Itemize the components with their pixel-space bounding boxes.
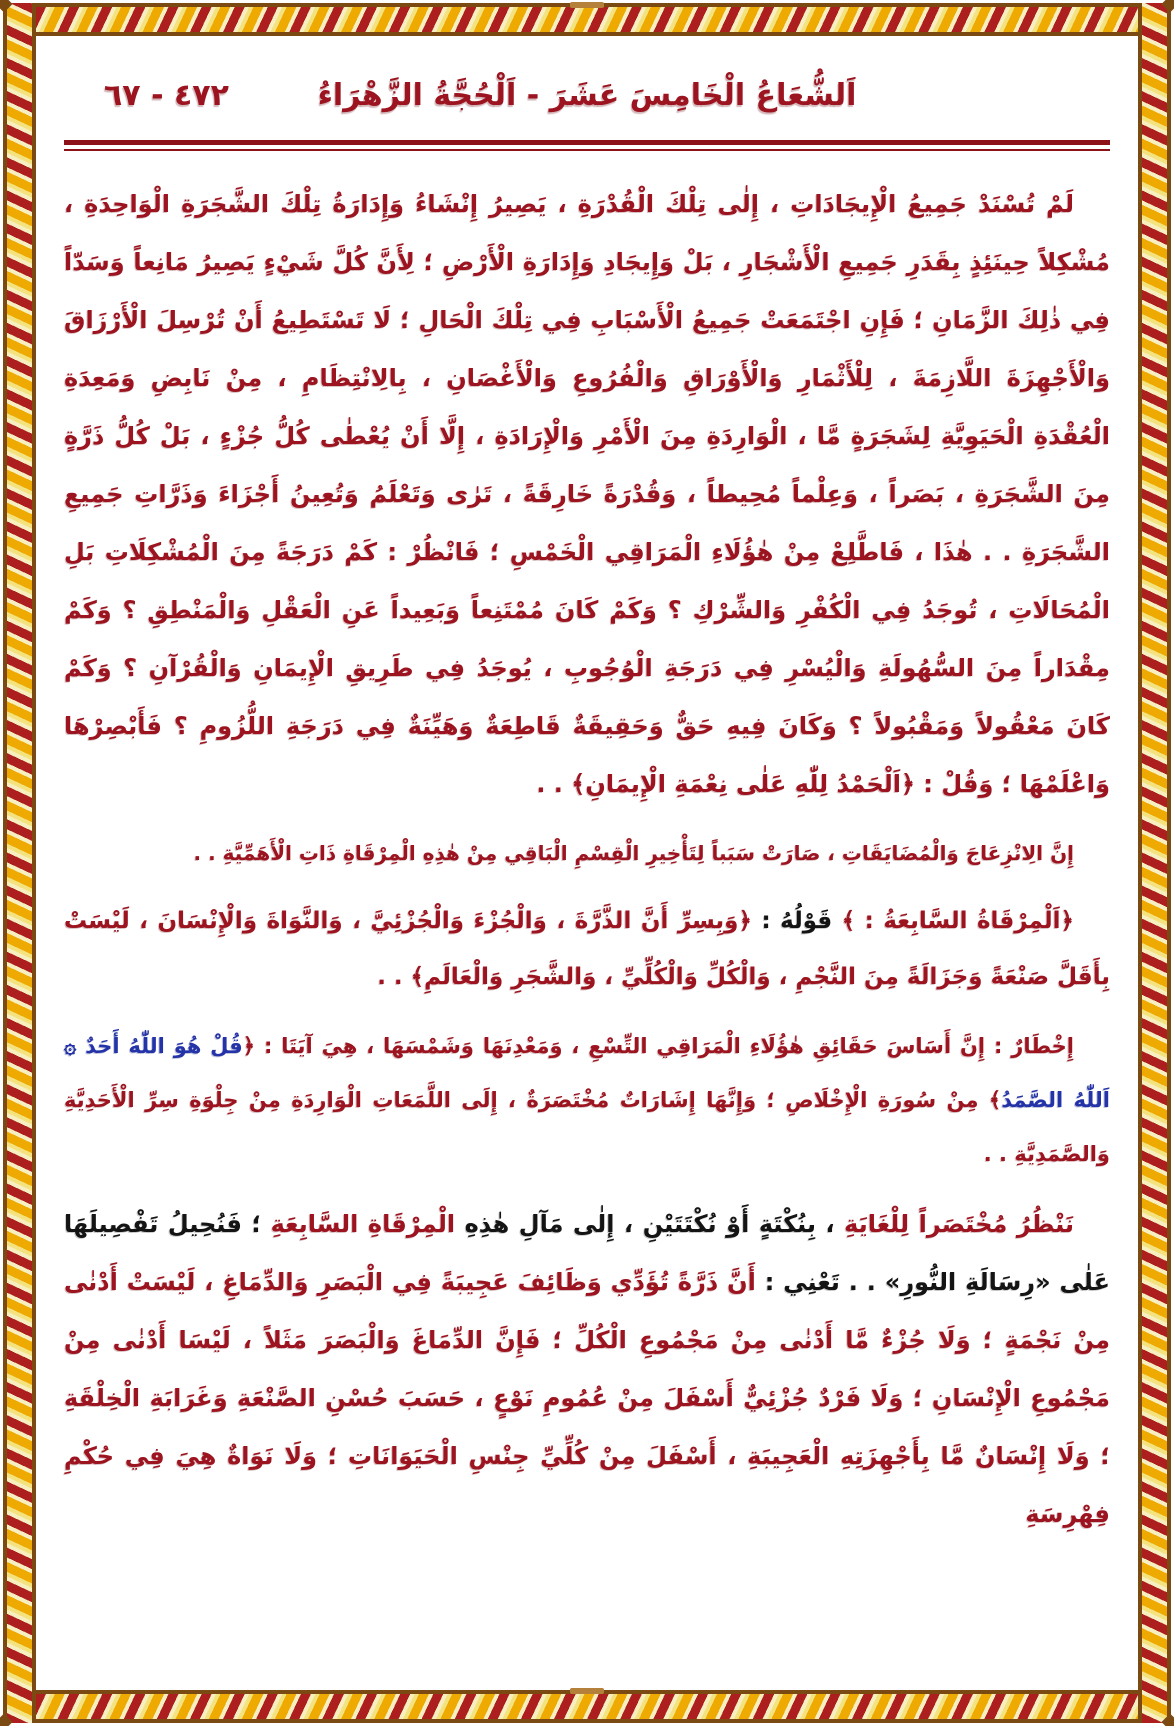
text-segment: نَنْظُرُ مُخْتَصَراً لِلْغَايَةِ [844, 1210, 1074, 1238]
page-numbers: ٤٧٢ - ٦٧ [104, 78, 229, 113]
frame-joint-top-icon [570, 2, 604, 8]
text-segment: ﴾ مِنْ سُورَةِ الْإِخْلَاصِ ؛ وَإِنَّهَا إِشَارَاتٌ مُخْتَصَرَةٌ ، إِلَى اللَّمَعَاتِ الْوَارِدَةِ مِنْ جِلْوَةِ سِرِّ الْأَحَدِيَّةِ وَالصَّمَدِيَّةِ . . [64, 1088, 1110, 1166]
text-segment: ؛ فَنُحِيلُ تَفْصِيلَهَا عَلٰى «رِسَالَةِ النُّورِ» . . تَعْنِي : [64, 1210, 1110, 1296]
text-segment: إِخْطَارٌ : إِنَّ أَسَاسَ حَقَائِقِ هٰؤُلَاءِ الْمَرَاقِي التِّسْعِ ، وَمَعْدِنَهَا وَشَمْسَهَا ، هِيَ آيَتَا : ﴿ [242, 1034, 1074, 1058]
frame-border-bottom [3, 1690, 1171, 1723]
paragraph-3-mirqat-sabia [64, 893, 1110, 1005]
text-segment: ﴿اَلْمِرْقَاةُ السَّابِعَةُ : ﴾ [832, 908, 1074, 934]
quran-verse-segment: قُلْ هُوَ اللّٰهُ أَحَدٌ ۞ اَللّٰهُ الصَّمَدُ [64, 1034, 1110, 1112]
body-text [64, 175, 1110, 1543]
text-segment: الْمِرْقَاةِ السَّابِعَةِ [270, 1210, 456, 1238]
paragraph-2 [64, 827, 1110, 879]
page-title: اَلشُّعَاعُ الْخَامِسَ عَشَرَ - اَلْحُجَّةُ الزَّهْرَاءُ [317, 78, 857, 113]
frame-border-right [1138, 3, 1171, 1723]
text-segment: إِنَّ الِانْزِعَاجَ وَالْمُضَايَقَاتِ ، صَارَتْ سَبَباً لِتَأْخِيرِ الْقِسْمِ الْبَاقِي مِنْ هٰذِهِ الْمِرْقَاةِ ذَاتِ الْأَهَمِّيَّةِ . . [193, 841, 1074, 865]
text-segment: قَوْلُهُ : [751, 908, 833, 934]
text-segment: أَنَّ ذَرَّةً تُؤَدِّي وَظَائِفَ عَجِيبَةً فِي الْبَصَرِ وَالدِّمَاغِ ، لَيْسَتْ أَدْنٰى مِنْ نَجْمَةٍ ؛ وَلَا جُزْءٌ مَّا أَدْنٰى مِنْ مَجْمُوعِ الْكُلِّ ؛ فَإِنَّ الدِّمَاغَ وَالْبَصَرَ مَثَلاً ، لَيْسَا أَدْنٰى مِنْ مَجْمُوعِ الْإِنْسَانِ ؛ وَلَا فَرْدٌ جُزْئِيٌّ أَسْفَلَ مِنْ عُمُومِ نَوْعٍ ، حَسَبَ حُسْنِ الصَّنْعَةِ وَغَرَابَةِ الْخِلْقَةِ ؛ وَلَا إِنْسَانٌ مَّا بِأَجْهِزَتِهِ الْعَجِيبَةِ ، أَسْفَلَ مِنْ كُلِّيِّ جِنْسِ الْحَيَوَانَاتِ ؛ وَلَا نَوَاةٌ هِيَ فِي حُكْمِ فِهْرِسَةِ [64, 1268, 1110, 1528]
text-segment: لَمْ تُسْنَدْ جَمِيعُ الْإِيجَادَاتِ ، إِلٰى تِلْكَ الْقُدْرَةِ ، يَصِيرُ إِنْشَاءُ وَإِدَارَةُ تِلْكَ الشَّجَرَةِ الْوَاحِدَةِ ، مُشْكِلاً حِينَئِذٍ بِقَدَرِ جَمِيعِ الْأَشْجَارِ ، بَلْ وَإِيجَادِ وَإِدَارَةِ الْأَرْضِ ؛ لِأَنَّ كُلَّ شَيْءٍ يَصِيرُ مَانِعاً وَسَدّاً فِي ذٰلِكَ الزَّمَانِ ؛ فَإِنِ اجْتَمَعَتْ جَمِيعُ الْأَسْبَابِ فِي تِلْكَ الْحَالِ ؛ لَا تَسْتَطِيعُ أَنْ تُرْسِلَ الْأَرْزَاقَ وَالْأَجْهِزَةَ اللَّازِمَةَ ، لِلْأَثْمَارِ وَالْأَوْرَاقِ وَالْفُرُوعِ وَالْأَغْصَانِ ، بِالِانْتِظَامِ ، مِنْ نَابِضِ وَمَعِدَةِ الْعُقْدَةِ الْحَيَوِيَّةِ لِشَجَرَةٍ مَّا ، الْوَارِدَةِ مِنَ الْأَمْرِ وَالْإِرَادَةِ ، إِلَّا أَنْ يُعْطٰى كُلُّ جُزْءٍ ، بَلْ كُلُّ ذَرَّةٍ مِنَ الشَّجَرَةِ ، بَصَراً ، وَعِلْماً مُحِيطاً ، وَقُدْرَةً خَارِقَةً ، تَرٰى وَتَعْلَمُ وَتُعِينُ أَجْزَاءَ وَذَرَّاتِ جَمِيعِ الشَّجَرَةِ . . هٰذَا ، فَاطَّلِعْ مِنْ هٰؤُلَاءِ الْمَرَاقِي الْخَمْسِ ؛ فَانْظُرْ : كَمْ دَرَجَةً مِنَ الْمُشْكِلَاتِ بَلِ الْمُحَالَاتِ ، تُوجَدُ فِي الْكُفْرِ وَالشِّرْكِ ؟ وَكَمْ كَانَ مُمْتَنِعاً وَبَعِيداً عَنِ الْعَقْلِ وَالْمَنْطِقِ ؟ وَكَمْ مِقْدَاراً مِنَ السُّهُولَةِ وَالْيُسْرِ فِي دَرَجَةِ الْوُجُوبِ ، يُوجَدُ فِي طَرِيقِ الْإِيمَانِ وَالْقُرْآنِ ؟ وَكَمْ كَانَ مَعْقُولاً وَمَقْبُولاً ؟ وَكَانَ فِيهِ حَقٌّ وَحَقِيقَةٌ قَاطِعَةٌ وَهَيِّنَةٌ فِي دَرَجَةِ اللُّزُومِ ؟ فَأَبْصِرْهَا وَاعْلَمْهَا ؛ وَقُلْ : ﴿اَلْحَمْدُ لِلّٰهِ عَلٰى نِعْمَةِ الْإِيمَانِ﴾ . . [64, 190, 1110, 798]
paragraph-5 [64, 1195, 1110, 1543]
text-segment: ، بِنُكْتَةٍ أَوْ نُكْتَتَيْنِ ، إِلٰى مَآلِ هٰذِهِ [455, 1210, 845, 1238]
header-divider-rule [64, 140, 1110, 151]
page-header [64, 60, 1110, 132]
paragraph-1 [64, 175, 1110, 813]
page-content [36, 36, 1138, 1690]
paragraph-4-ikhtar [64, 1019, 1110, 1181]
frame-border-left [3, 3, 36, 1723]
text-segment: ﴿وَبِسِرِّ أَنَّ الذَّرَّةَ ، وَالْجُزْءَ وَالْجُزْئِيَّ ، وَالنَّوَاةَ وَالْإِنْسَانَ ، لَيْسَتْ بِأَقَلَّ صَنْعَةً وَجَزَالَةً مِنَ النَّجْمِ ، وَالْكُلِّ وَالْكُلِّيِّ ، وَالشَّجَرِ وَالْعَالَمِ﴾ . . [64, 908, 1110, 990]
